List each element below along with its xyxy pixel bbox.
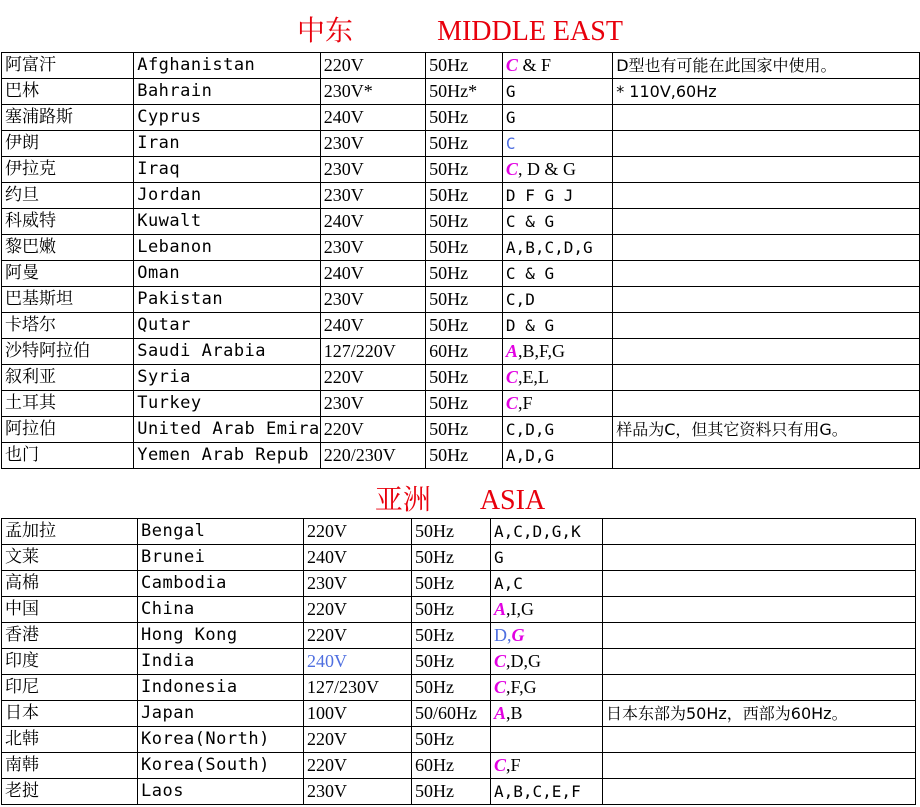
table-row	[2, 235, 920, 261]
voltage-cell: 220V	[320, 53, 425, 79]
plug-types-cell	[502, 287, 612, 313]
country-name-en: Oman	[134, 261, 321, 287]
plug-type-highlight: C	[505, 55, 518, 75]
plug-types-cell	[491, 649, 603, 675]
frequency-cell: 50Hz	[426, 391, 503, 417]
plug-type-highlight: G	[511, 625, 525, 645]
plug-type-list: ,B	[506, 703, 523, 723]
plug-type-list: ,D,G	[506, 651, 542, 671]
country-name-en: Hong Kong	[138, 623, 304, 649]
country-name-en: Pakistan	[134, 287, 321, 313]
table-row	[2, 519, 916, 545]
plug-type-list: ,I,G	[506, 599, 535, 619]
country-name-cn: 伊拉克	[2, 157, 134, 183]
note-cell	[613, 209, 920, 235]
voltage-cell: 230V	[320, 287, 425, 313]
country-name-en: Syria	[134, 365, 321, 391]
country-name-cn: 叙利亚	[2, 365, 134, 391]
country-name-en: Lebanon	[134, 235, 321, 261]
country-name-cn: 北韩	[2, 727, 138, 753]
table-row	[2, 623, 916, 649]
frequency-cell: 50Hz	[426, 105, 503, 131]
middle-east-table	[1, 52, 920, 469]
plug-types-cell	[491, 701, 603, 727]
plug-type-list: C & G	[505, 264, 555, 283]
table-row	[2, 391, 920, 417]
plug-types-cell	[491, 571, 603, 597]
frequency-cell: 50Hz	[412, 545, 491, 571]
voltage-cell: 127/230V	[304, 675, 412, 701]
plug-types-cell	[502, 105, 612, 131]
plug-types-cell	[502, 235, 612, 261]
country-name-en: Yemen Arab Repub	[134, 443, 321, 469]
plug-types-cell	[491, 545, 603, 571]
note-cell	[613, 183, 920, 209]
plug-type-list: A,C,D,G,K	[494, 522, 581, 541]
country-name-cn: 印尼	[2, 675, 138, 701]
frequency-cell: 50Hz	[412, 519, 491, 545]
country-name-cn: 文莱	[2, 545, 138, 571]
voltage-cell: 220V	[304, 519, 412, 545]
country-name-en: Saudi Arabia	[134, 339, 321, 365]
asia-title-cn: 亚洲	[374, 485, 431, 516]
note-cell	[613, 287, 920, 313]
plug-type-highlight: C	[505, 367, 518, 387]
voltage-cell: 220V	[304, 623, 412, 649]
plug-type-list: ,E,L	[517, 367, 549, 387]
voltage-cell: 240V	[304, 545, 412, 571]
country-name-en: Cyprus	[134, 105, 321, 131]
plug-types-cell	[502, 209, 612, 235]
note-cell	[613, 339, 920, 365]
country-name-en: Iraq	[134, 157, 321, 183]
table-row	[2, 545, 916, 571]
table-row	[2, 417, 920, 443]
plug-type-list: C,D	[505, 290, 535, 309]
plug-type-list: C & G	[505, 212, 555, 231]
voltage-cell: 127/220V	[320, 339, 425, 365]
plug-types-cell	[491, 519, 603, 545]
note-cell	[613, 313, 920, 339]
voltage-cell: 230V	[320, 131, 425, 157]
country-name-en: Laos	[138, 779, 304, 805]
plug-type-highlight: C	[494, 651, 507, 671]
note-cell	[613, 443, 920, 469]
country-name-cn: 印度	[2, 649, 138, 675]
plug-type-list: ,F,G	[506, 677, 537, 697]
plug-type-list: & F	[517, 55, 551, 75]
voltage-cell: 220V	[320, 417, 425, 443]
table-row	[2, 53, 920, 79]
voltage-cell: 220V	[304, 597, 412, 623]
country-name-cn: 约旦	[2, 183, 134, 209]
plug-types-cell	[491, 597, 603, 623]
voltage-cell: 230V	[304, 571, 412, 597]
note-cell: D型也有可能在此国家中使用。	[613, 53, 920, 79]
country-name-en: Brunei	[138, 545, 304, 571]
country-name-cn: 高棉	[2, 571, 138, 597]
asia-table	[1, 518, 916, 805]
frequency-cell: 50Hz	[412, 779, 491, 805]
table-row	[2, 339, 920, 365]
country-name-en: Bengal	[138, 519, 304, 545]
plug-type-list: G	[505, 82, 516, 101]
note-cell	[613, 157, 920, 183]
middle-east-title-en: MIDDLE EAST	[437, 16, 623, 47]
plug-types-cell	[491, 623, 603, 649]
note-cell	[603, 545, 916, 571]
plug-types-cell	[491, 675, 603, 701]
frequency-cell: 50Hz	[412, 571, 491, 597]
country-name-cn: 香港	[2, 623, 138, 649]
country-name-cn: 也门	[2, 443, 134, 469]
plug-types-cell	[502, 183, 612, 209]
frequency-cell: 60Hz	[412, 753, 491, 779]
plug-types-cell	[491, 753, 603, 779]
frequency-cell: 50Hz	[412, 727, 491, 753]
note-cell	[603, 571, 916, 597]
plug-type-highlight: C	[494, 677, 507, 697]
plug-type-highlight: C	[505, 393, 518, 413]
frequency-cell: 50Hz	[412, 649, 491, 675]
voltage-cell: 240V	[320, 105, 425, 131]
country-name-en: Jordan	[134, 183, 321, 209]
asia-title-en: ASIA	[479, 485, 546, 516]
voltage-cell: 220V	[320, 365, 425, 391]
table-row	[2, 209, 920, 235]
country-name-cn: 科威特	[2, 209, 134, 235]
country-name-cn: 老挝	[2, 779, 138, 805]
plug-types-cell	[502, 443, 612, 469]
note-cell	[603, 727, 916, 753]
country-name-cn: 阿曼	[2, 261, 134, 287]
country-name-cn: 阿拉伯	[2, 417, 134, 443]
plug-type-highlight: C	[505, 159, 518, 179]
country-name-en: Cambodia	[138, 571, 304, 597]
table-row	[2, 157, 920, 183]
country-name-en: Turkey	[134, 391, 321, 417]
country-name-cn: 塞浦路斯	[2, 105, 134, 131]
country-name-cn: 巴林	[2, 79, 134, 105]
plug-types-cell	[502, 417, 612, 443]
table-row	[2, 597, 916, 623]
note-cell: 样品为C，但其它资料只有用G。	[613, 417, 920, 443]
plug-type-list: G	[494, 548, 504, 567]
middle-east-title-cn: 中东	[297, 16, 354, 47]
table-row	[2, 105, 920, 131]
country-name-en: Indonesia	[138, 675, 304, 701]
country-name-en: Kuwalt	[134, 209, 321, 235]
voltage-cell: 100V	[304, 701, 412, 727]
plug-type-highlight: A	[494, 599, 507, 619]
voltage-cell: 230V	[320, 157, 425, 183]
voltage-cell: 240V	[320, 261, 425, 287]
note-cell: 日本东部为50Hz，西部为60Hz。	[603, 701, 916, 727]
table-row	[2, 571, 916, 597]
voltage-cell: 230V	[320, 183, 425, 209]
plug-type-list: A,B,C,D,G	[505, 238, 593, 257]
frequency-cell: 50Hz	[426, 417, 503, 443]
frequency-cell: 50Hz	[426, 157, 503, 183]
plug-type-list: A,B,C,E,F	[494, 782, 581, 801]
country-name-en: China	[138, 597, 304, 623]
country-name-cn: 日本	[2, 701, 138, 727]
plug-type-list: C,D,G	[505, 420, 555, 439]
note-cell	[613, 235, 920, 261]
plug-type-list: G	[505, 108, 516, 127]
table-row	[2, 183, 920, 209]
country-name-cn: 南韩	[2, 753, 138, 779]
note-cell	[613, 261, 920, 287]
asia-title	[0, 486, 920, 516]
country-name-en: Qutar	[134, 313, 321, 339]
country-name-cn: 中国	[2, 597, 138, 623]
table-row	[2, 443, 920, 469]
table-row	[2, 131, 920, 157]
note-cell	[603, 597, 916, 623]
frequency-cell: 50Hz*	[426, 79, 503, 105]
table-row	[2, 649, 916, 675]
frequency-cell: 50Hz	[426, 443, 503, 469]
table-row	[2, 79, 920, 105]
table-row	[2, 753, 916, 779]
frequency-cell: 50/60Hz	[412, 701, 491, 727]
note-cell	[603, 779, 916, 805]
voltage-cell: 230V	[320, 235, 425, 261]
country-name-en: United Arab Emira	[134, 417, 321, 443]
voltage-cell: 220V	[304, 727, 412, 753]
plug-type-list: A,D,G	[505, 446, 555, 465]
frequency-cell: 50Hz	[412, 623, 491, 649]
plug-types-cell	[502, 339, 612, 365]
voltage-cell: 240V	[320, 313, 425, 339]
voltage-cell: 220/230V	[320, 443, 425, 469]
note-cell	[603, 519, 916, 545]
country-name-cn: 卡塔尔	[2, 313, 134, 339]
frequency-cell: 50Hz	[426, 209, 503, 235]
frequency-cell: 50Hz	[426, 183, 503, 209]
table-row	[2, 261, 920, 287]
plug-type-list: ,B,F,G	[517, 341, 566, 361]
country-name-en: Bahrain	[134, 79, 321, 105]
voltage-cell: 230V	[304, 779, 412, 805]
country-name-en: Korea(North)	[138, 727, 304, 753]
plug-type-highlight: C	[494, 755, 507, 775]
country-name-en: India	[138, 649, 304, 675]
table-row	[2, 287, 920, 313]
note-cell	[603, 649, 916, 675]
note-cell	[603, 753, 916, 779]
voltage-cell: 240V	[320, 209, 425, 235]
voltage-cell: 230V	[320, 391, 425, 417]
plug-type-list: D F G J	[505, 186, 574, 205]
plug-types-cell	[491, 779, 603, 805]
frequency-cell: 50Hz	[412, 597, 491, 623]
frequency-cell: 50Hz	[426, 365, 503, 391]
table-row	[2, 313, 920, 339]
note-cell	[603, 675, 916, 701]
plug-type-list: D & G	[505, 316, 555, 335]
frequency-cell: 50Hz	[426, 313, 503, 339]
frequency-cell: 50Hz	[426, 53, 503, 79]
country-name-cn: 阿富汗	[2, 53, 134, 79]
table-row	[2, 779, 916, 805]
plug-type-highlight: A	[494, 703, 507, 723]
country-name-cn: 孟加拉	[2, 519, 138, 545]
table-row	[2, 365, 920, 391]
frequency-cell: 50Hz	[426, 261, 503, 287]
frequency-cell: 50Hz	[412, 675, 491, 701]
voltage-cell: 240V	[304, 649, 412, 675]
frequency-cell: 60Hz	[426, 339, 503, 365]
country-name-cn: 伊朗	[2, 131, 134, 157]
plug-type-highlight: A	[505, 341, 518, 361]
note-cell	[613, 365, 920, 391]
plug-type-list: A,C	[494, 574, 523, 593]
table-row	[2, 701, 916, 727]
plug-types-cell	[502, 53, 612, 79]
table-row	[2, 727, 916, 753]
plug-types-cell	[502, 313, 612, 339]
frequency-cell: 50Hz	[426, 287, 503, 313]
country-name-en: Korea(South)	[138, 753, 304, 779]
plug-types-cell	[502, 365, 612, 391]
country-name-cn: 土耳其	[2, 391, 134, 417]
voltage-cell: 230V*	[320, 79, 425, 105]
plug-type-list: , D & G	[517, 159, 576, 179]
plug-types-cell	[502, 131, 612, 157]
note-cell: * 110V,60Hz	[613, 79, 920, 105]
frequency-cell: 50Hz	[426, 235, 503, 261]
plug-types-cell	[502, 391, 612, 417]
plug-types-cell	[502, 79, 612, 105]
plug-types-cell	[491, 727, 603, 753]
note-cell	[613, 391, 920, 417]
country-name-cn: 黎巴嫩	[2, 235, 134, 261]
table-row	[2, 675, 916, 701]
country-name-cn: 沙特阿拉伯	[2, 339, 134, 365]
country-name-en: Iran	[134, 131, 321, 157]
country-name-cn: 巴基斯坦	[2, 287, 134, 313]
plug-type-list: ,F	[517, 393, 533, 413]
voltage-cell: 220V	[304, 753, 412, 779]
plug-types-cell	[502, 157, 612, 183]
frequency-cell: 50Hz	[426, 131, 503, 157]
country-name-en: Japan	[138, 701, 304, 727]
note-cell	[613, 131, 920, 157]
plug-type-list: ,F	[506, 755, 521, 775]
country-name-en: Afghanistan	[134, 53, 321, 79]
plug-type-list: D,	[494, 625, 512, 645]
plug-types-cell	[502, 261, 612, 287]
note-cell	[613, 105, 920, 131]
plug-type-list: C	[505, 134, 516, 153]
middle-east-title	[0, 17, 920, 47]
note-cell	[603, 623, 916, 649]
